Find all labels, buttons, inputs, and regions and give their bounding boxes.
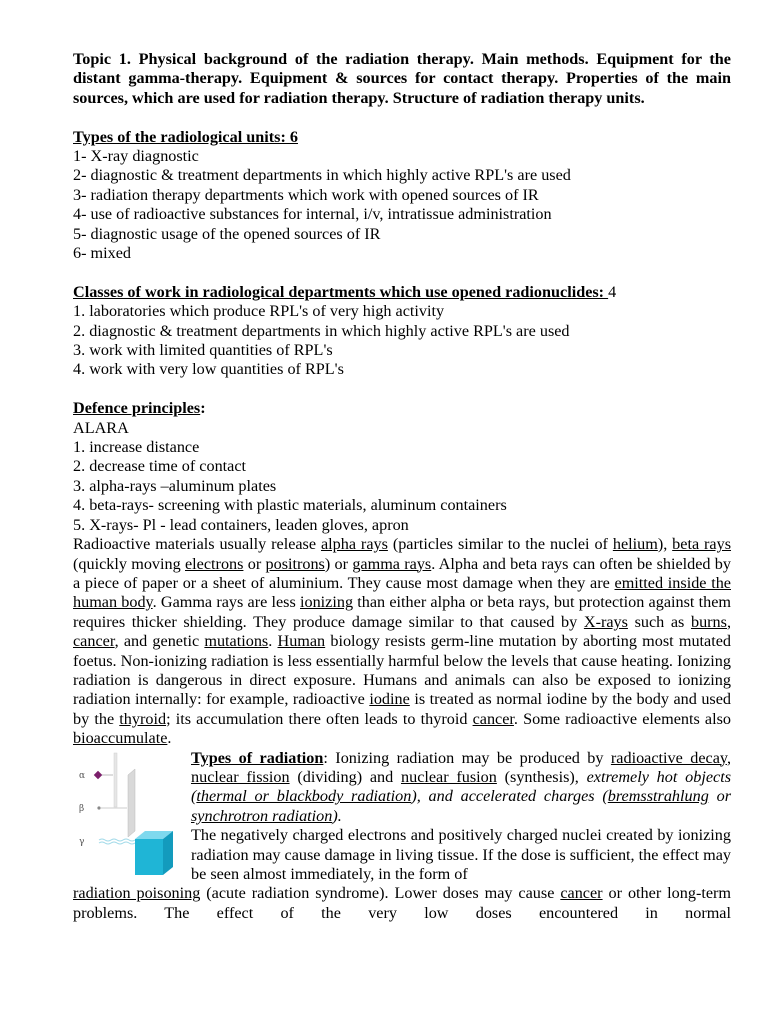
defence-section bbox=[73, 399, 731, 535]
link-electrons[interactable]: electrons bbox=[185, 554, 244, 573]
alpha-particle-icon bbox=[94, 770, 102, 778]
link-radioactive-decay[interactable]: radioactive decay bbox=[610, 748, 727, 767]
link-radiation-poisoning[interactable]: radiation poisoning bbox=[73, 884, 201, 903]
text: Radioactive materials usually release bbox=[73, 535, 321, 554]
topic-title: Topic 1. Physical background of the radiation therapy. Main methods. Equipment for the distant gamma-therapy. Equipment & sources for contact therapy. Properties of the main sources, which are used for radiation therapy. Structure of radiation therapy units. bbox=[73, 50, 731, 107]
link-cancer[interactable]: cancer bbox=[560, 884, 603, 903]
text: such as bbox=[627, 612, 691, 631]
text: , and genetic bbox=[114, 632, 205, 651]
gamma-label: γ bbox=[79, 836, 85, 847]
link-iodine[interactable]: iodine bbox=[369, 690, 410, 709]
link-human[interactable]: Human bbox=[277, 632, 326, 651]
units-heading: Types of the radiological units: 6 bbox=[73, 127, 298, 146]
text: : Ionizing radiation may be produced by bbox=[323, 748, 611, 767]
defence-colon: : bbox=[200, 399, 206, 418]
text: biology resists germ-line mutation by aborting most mutated foetus. Non-ionizing radiation is less essentially harmful below the levels that cause heating. Ionizing radiation is dangerous in direct exposure. Humans and animals can also be exposed to ionizing radiation internally: for example, radioactive bbox=[73, 632, 732, 709]
lead-block-front bbox=[135, 839, 163, 875]
units-item: 3- radiation therapy departments which work with opened sources of IR bbox=[73, 185, 539, 204]
alpha-label: α bbox=[79, 770, 86, 781]
classes-item: 4. work with very low quantities of RPL's bbox=[73, 360, 344, 379]
classes-item: 1. laboratories which produce RPL's of very high activity bbox=[73, 302, 445, 321]
beta-label: β bbox=[79, 803, 85, 814]
radioactive-paragraph bbox=[73, 535, 731, 748]
document-page bbox=[73, 50, 731, 923]
defence-item: 4. beta-rays- screening with plastic materials, aluminum containers bbox=[73, 496, 507, 515]
units-item: 5- diagnostic usage of the opened sources of IR bbox=[73, 224, 381, 243]
units-item: 6- mixed bbox=[73, 244, 131, 263]
link-beta-rays[interactable]: beta rays bbox=[672, 535, 732, 554]
defence-item: 5. X-rays- Pl - lead containers, leaden gloves, apron bbox=[73, 515, 409, 534]
link-cancer[interactable]: cancer bbox=[472, 709, 514, 728]
damage-paragraph-part2 bbox=[73, 884, 731, 923]
paper-sheet bbox=[114, 753, 117, 807]
text: . Some radioactive elements also bbox=[513, 709, 732, 728]
radiation-penetration-figure bbox=[73, 749, 185, 877]
text: , bbox=[726, 612, 732, 631]
units-item: 4- use of radioactive substances for internal, i/v, intratissue administration bbox=[73, 205, 552, 224]
link-mutations[interactable]: mutations bbox=[204, 632, 269, 651]
aluminium-plate bbox=[128, 769, 135, 837]
link-nuclear-fusion[interactable]: nuclear fusion bbox=[401, 767, 497, 786]
gamma-wave bbox=[99, 842, 135, 844]
link-burns[interactable]: burns bbox=[690, 612, 727, 631]
defence-heading: Defence principles bbox=[73, 399, 201, 418]
beta-particle-icon bbox=[97, 806, 100, 809]
classes-heading: Classes of work in radiological departments which use opened radionuclides: bbox=[73, 282, 609, 301]
link-x-rays[interactable]: X-rays bbox=[583, 612, 628, 631]
damage-paragraph-part1 bbox=[191, 826, 731, 884]
link-thyroid[interactable]: thyroid bbox=[119, 709, 167, 728]
link-synchrotron-radiation[interactable]: synchrotron radiation bbox=[191, 806, 333, 825]
link-alpha-rays[interactable]: alpha rays bbox=[320, 535, 388, 554]
text: ). bbox=[332, 806, 342, 825]
classes-section bbox=[73, 283, 731, 380]
classes-item: 3. work with limited quantities of RPL's bbox=[73, 341, 333, 360]
gamma-wave bbox=[99, 839, 135, 841]
link-gamma-rays[interactable]: gamma rays bbox=[352, 554, 432, 573]
text: . Alpha and beta rays can often be shielded by a piece of paper or a sheet of aluminium. They cause most damage when they are bbox=[73, 554, 731, 592]
text: or other long-term problems. The effect of the very low doses encountered in normal bbox=[73, 884, 732, 922]
text: ; its accumulation there often leads to thyroid bbox=[166, 709, 473, 728]
text: is treated as normal iodine by the body and used by the bbox=[73, 690, 732, 728]
link-ionizing[interactable]: ionizing bbox=[300, 593, 354, 612]
text: or bbox=[243, 554, 266, 573]
link-positrons[interactable]: positrons bbox=[265, 554, 325, 573]
alara-label: ALARA bbox=[73, 418, 129, 437]
link-bioaccumulate[interactable]: bioaccumulate bbox=[73, 729, 168, 748]
text: (synthesis), bbox=[496, 767, 587, 786]
text: , bbox=[726, 748, 731, 767]
text: ), bbox=[657, 535, 673, 554]
types-of-radiation-section bbox=[73, 749, 731, 885]
link-bremsstrahlung[interactable]: bremsstrahlung bbox=[607, 787, 709, 806]
link-emitted-inside[interactable]: emitted inside the human body bbox=[73, 573, 731, 612]
defence-item: 3. alpha-rays –aluminum plates bbox=[73, 476, 277, 495]
units-item: 2- diagnostic & treatment departments in which highly active RPL's are used bbox=[73, 166, 571, 185]
types-heading: Types of radiation bbox=[191, 748, 324, 767]
link-nuclear-fission[interactable]: nuclear fission bbox=[191, 767, 290, 786]
text: (quickly moving bbox=[73, 554, 185, 573]
units-section bbox=[73, 128, 731, 264]
text: The negatively charged electrons and positively charged nuclei created by ionizing radiation may cause damage in living tissue. If the dose is sufficient, the effect may be seen almost immediately, in the form of bbox=[191, 826, 731, 884]
text: or bbox=[708, 787, 731, 806]
classes-count: 4 bbox=[608, 282, 617, 301]
text: ), and accelerated charges ( bbox=[411, 787, 608, 806]
text: (particles similar to the nuclei of bbox=[387, 535, 613, 554]
classes-item: 2. diagnostic & treatment departments in which highly active RPL's are used bbox=[73, 321, 570, 340]
units-item: 1- X-ray diagnostic bbox=[73, 147, 199, 166]
text: . Gamma rays are less bbox=[152, 593, 300, 612]
text: (acute radiation syndrome). Lower doses may cause bbox=[200, 884, 561, 903]
link-thermal-radiation[interactable]: thermal or blackbody radiation bbox=[196, 787, 412, 806]
text: (dividing) and bbox=[289, 767, 401, 786]
text: . bbox=[167, 729, 172, 748]
text: than either alpha or beta rays, but protection against them requires thicker shielding. They produce damage similar to that caused by bbox=[73, 593, 731, 631]
link-helium[interactable]: helium bbox=[612, 535, 658, 554]
defence-item: 1. increase distance bbox=[73, 438, 200, 457]
text: . bbox=[268, 632, 278, 651]
text: ) or bbox=[324, 554, 353, 573]
link-cancer[interactable]: cancer bbox=[73, 632, 115, 651]
types-paragraph bbox=[191, 749, 731, 827]
defence-item: 2. decrease time of contact bbox=[73, 457, 247, 476]
text: extremely hot objects ( bbox=[191, 767, 731, 806]
